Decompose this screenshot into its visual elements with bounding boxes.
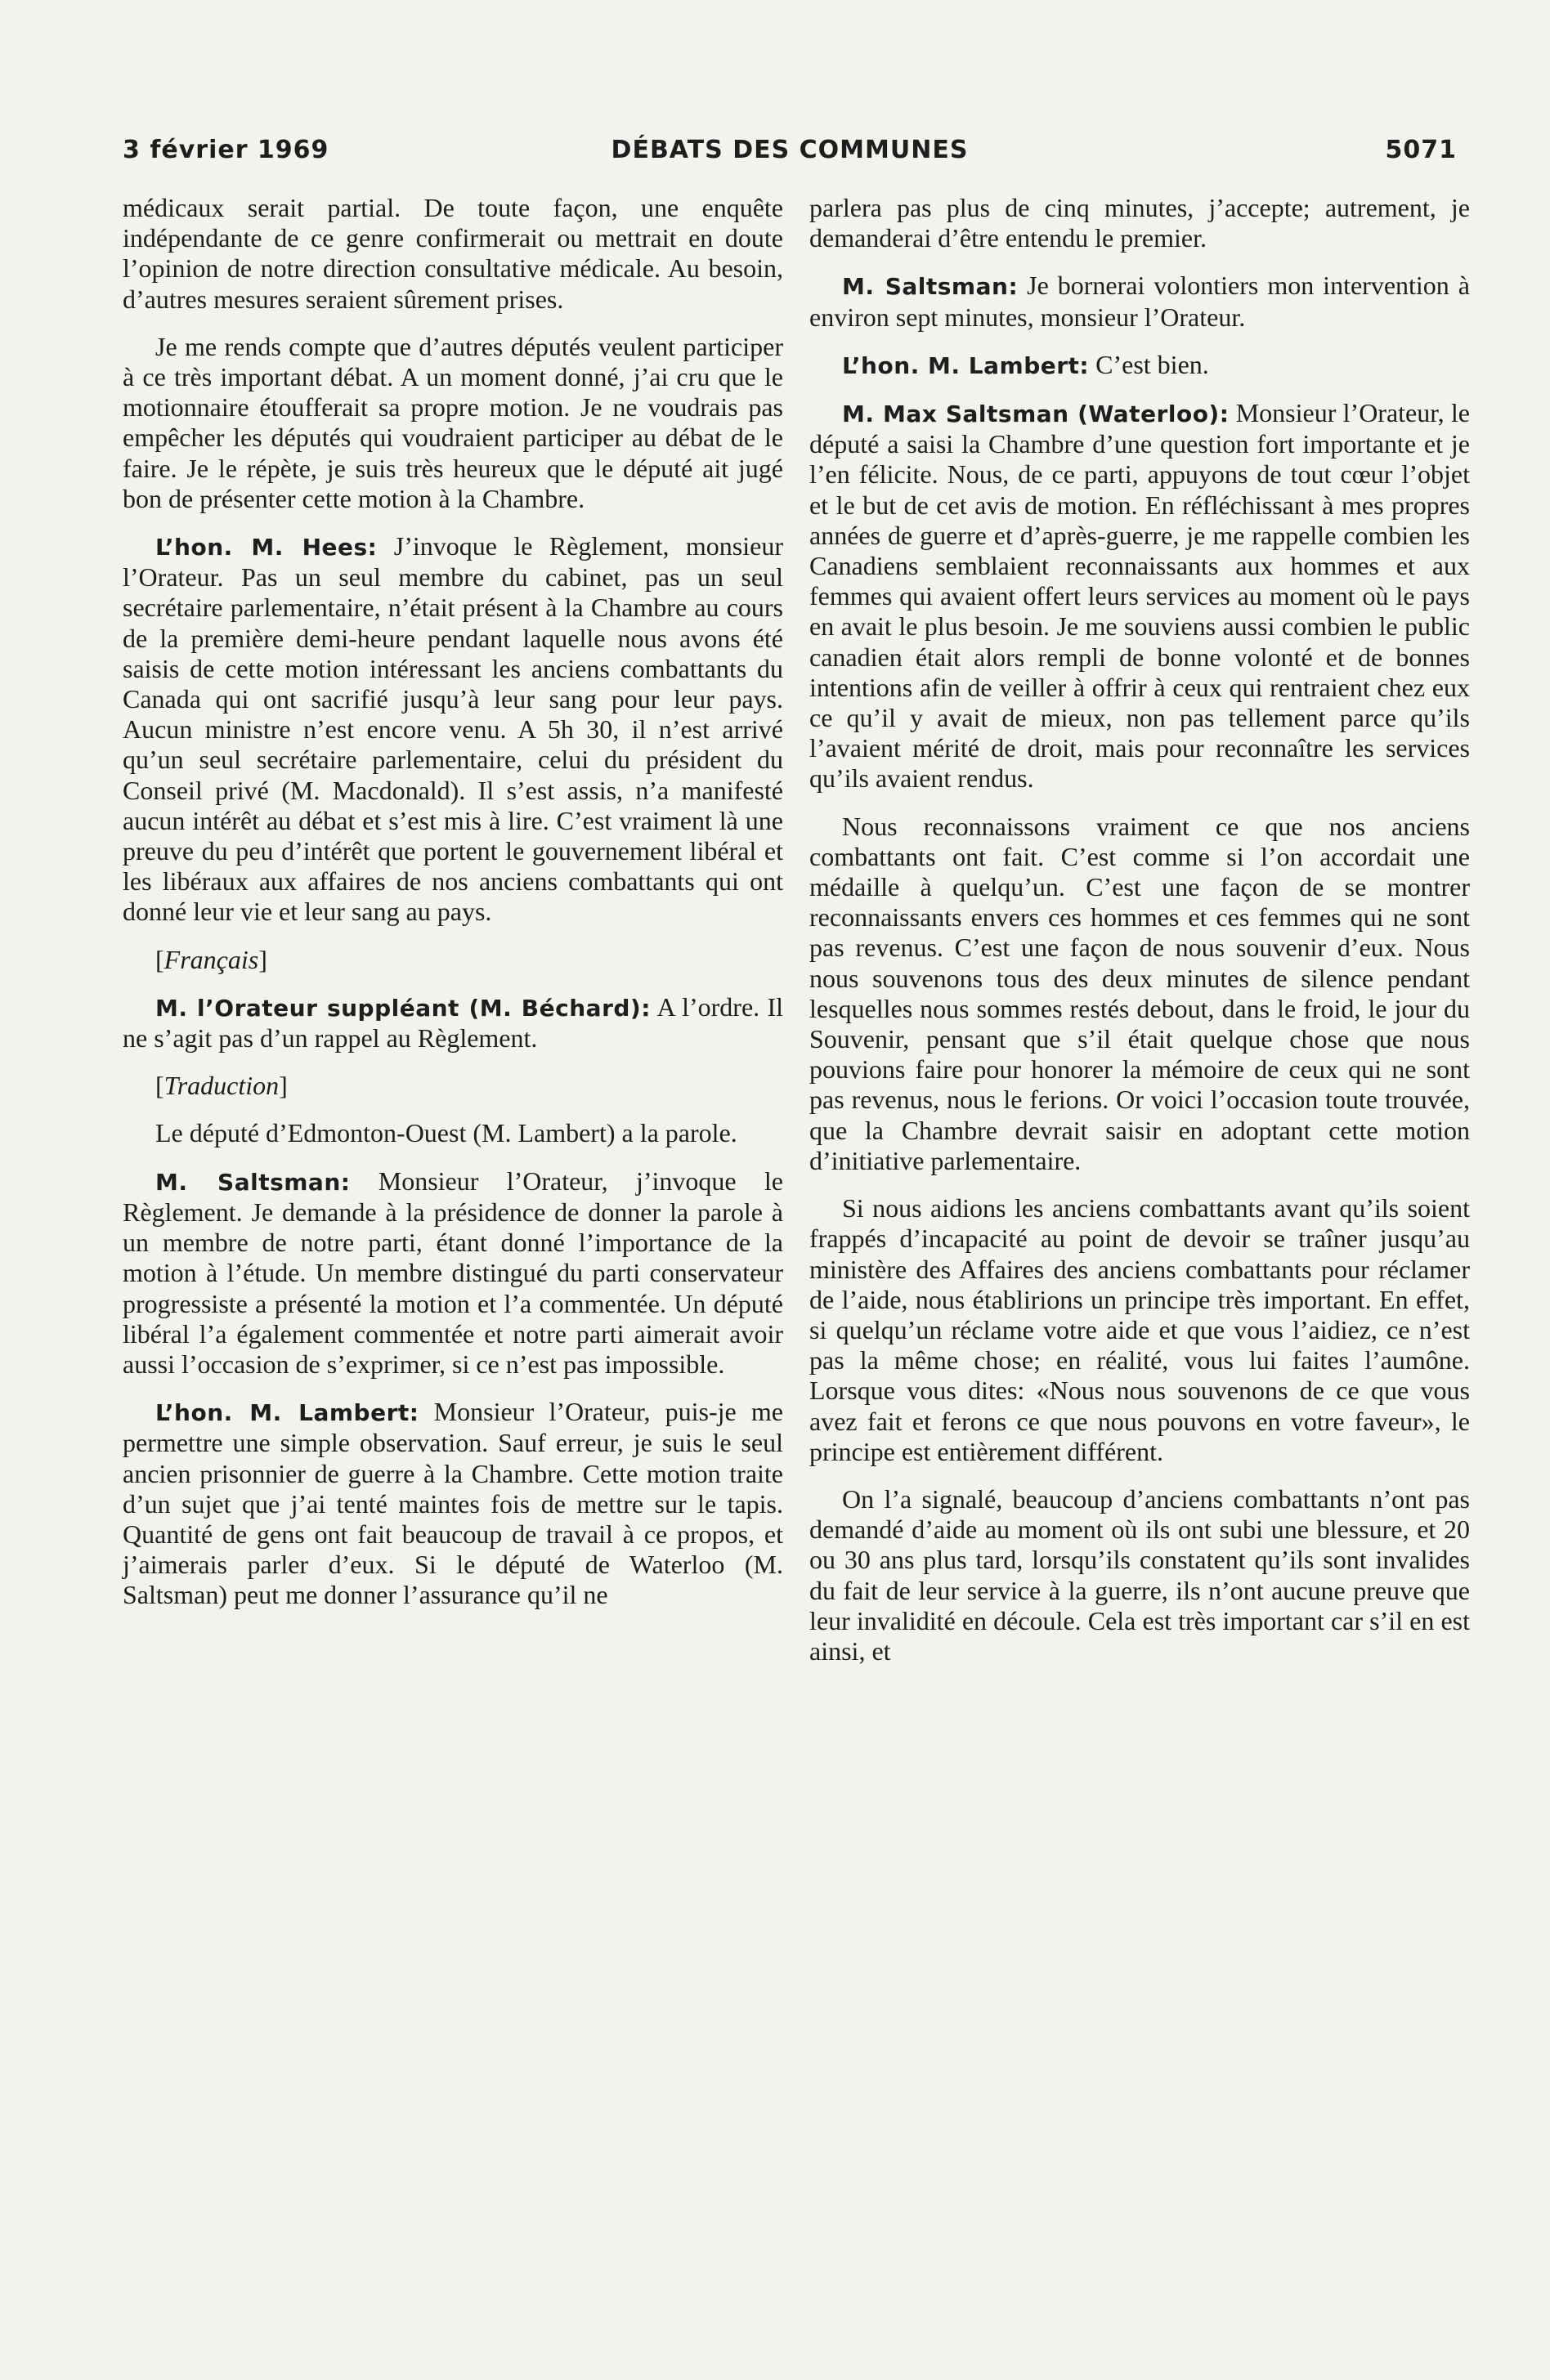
paragraph-text: Monsieur l’Orateur, puis-je me permettre une simple observation. Sauf erreur, je suis le seul ancien prisonnier de guerre à la Chambre. Cette motion traite d’un sujet que j’ai tenté maintes fois de mettre sur le tapis. Quantité de gens ont fait beaucoup de travail à ce propos, et j’aimerais parler d’eux. Si le député de Waterloo (M. Saltsman) peut me donner l’assurance qu’il ne <box>123 1397 784 1610</box>
paragraph-text: Monsieur l’Orateur, j’invoque le Règlement. Je demande à la présidence de donner la parole à un membre de notre parti, étant donné l’importance de la motion à l’étude. Un membre distingué du parti conservateur progressiste a présenté la motion et l’a commentée. Un député libéral l’a également commentée et notre parti aimerait avoir aussi l’occasion de s’exprimer, si ce n’est pas impossible. <box>123 1165 783 1379</box>
paragraph <box>809 1193 1470 1467</box>
paragraph <box>809 193 1470 253</box>
paragraph <box>809 812 1470 1176</box>
paragraph <box>123 992 783 1054</box>
paragraph-text: médicaux serait partial. De toute façon, une enquête indépendante de ce genre confirmerait ou mettrait en doute l’opinion de notre direction consultative médicale. Au besoin, d’autres mesures seraient sûrement prises. <box>123 193 783 314</box>
paragraph-text: A l’ordre. Il ne s’agit pas d’un rappel au Règlement. <box>123 991 783 1054</box>
paragraph-text: Le député d’Edmonton-Ouest (M. Lambert) a la parole. <box>155 1118 737 1148</box>
paragraph <box>123 1397 783 1610</box>
paragraph-text: Je bornerai volontiers mon intervention à environ sept minutes, monsieur l’Orateur. <box>809 271 1470 332</box>
header-title: DÉBATS DES COMMUNES <box>611 136 969 164</box>
language-label: Traduction <box>164 1071 280 1101</box>
paragraph <box>123 332 783 514</box>
speaker-name: L’hon. M. Lambert: <box>155 1399 419 1427</box>
paragraph <box>809 271 1470 332</box>
header-date: 3 février 1969 <box>123 136 329 164</box>
language-marker: [Français] <box>155 944 267 974</box>
language-marker: [Traduction] <box>155 1071 288 1101</box>
speaker-name: M. Saltsman: <box>155 1168 351 1196</box>
paragraph <box>123 193 783 315</box>
speaker-name: L’hon. M. Hees: <box>155 534 378 561</box>
paragraph <box>809 398 1470 794</box>
speaker-name: M. l’Orateur suppléant (M. Béchard): <box>155 994 651 1022</box>
paragraph-text: J’invoque le Règlement, monsieur l’Orateur. Pas un seul membre du cabinet, pas un seul secrétaire parlementaire, n’était présent à la Chambre au cours de la première demi-heure pendant laquelle nous avons été saisis de cette motion intéressant les anciens combattants du Canada qui ont sacrifié jusqu’à leur sang pour leur pays. Aucun ministre n’est encore venu. A 5h 30, il n’est arrivé qu’un seul secrétaire parlementaire, celui du président du Conseil privé (M. Macdonald). Il s’est assis, n’a manifesté aucun intérêt au débat et s’est mis à lire. C’est vraiment là une preuve du peu d’intérêt que portent le gouvernement libéral et les libéraux aux affaires de nos anciens combattants qui ont donné leur vie et leur sang au pays. <box>123 531 784 927</box>
paragraph <box>123 1118 783 1148</box>
paragraph-text: On l’a signalé, beaucoup d’anciens combattants n’ont pas demandé d’aide au moment où ils ont subi une blessure, et 20 ou 30 ans plus tard, lorsqu’ils constatent qu’ils sont invalides du fait de leur service à la guerre, ils n’ont aucune preuve que leur invalidité en découle. Cela est très important car s’il en est ainsi, et <box>809 1483 1470 1666</box>
paragraph-text: Nous reconnaissons vraiment ce que nos anciens combattants ont fait. C’est comme si l’on accordait une médaille à quelqu’un. C’est une façon de se montrer reconnaissants envers ces hommes et ces femmes qui ne sont pas revenus. C’est une façon de nous souvenir d’eux. Nous nous souvenons tous des deux minutes de silence pendant lesquelles nous sommes restés debout, dans le froid, le jour du Souvenir, pensant que s’il était quelque chose que nous pouvions faire pour honorer la mémoire de ceux qui ne sont pas revenus, nous le ferions. Or voici l’occasion toute trouvée, que la Chambre devrait saisir en adoptant cette motion d’initiative parlementaire. <box>809 811 1470 1175</box>
page-header <box>123 136 1457 175</box>
paragraph-text: parlera pas plus de cinq minutes, j’accepte; autrement, je demanderai d’être entendu le premier. <box>809 193 1470 253</box>
language-label: Français <box>164 944 259 974</box>
paragraph-text: C’est bien. <box>1095 349 1209 379</box>
left-column <box>123 193 783 1628</box>
speaker-name: M. Saltsman: <box>842 273 1019 301</box>
paragraph-text: Je me rends compte que d’autres députés veulent participer à ce très important débat. A un moment donné, j’ai cru que le motionnaire étoufferait sa propre motion. Je ne voudrais pas empêcher les députés qui voudraient participer au débat de le faire. Je le répète, je suis très heureux que le député ait jugé bon de présenter cette motion à la Chambre. <box>123 331 783 513</box>
speaker-name: M. Max Saltsman (Waterloo): <box>842 400 1230 428</box>
paragraph <box>809 1484 1470 1666</box>
paragraph <box>123 531 783 928</box>
header-page-number: 5071 <box>1385 136 1457 164</box>
speaker-name: L’hon. M. Lambert: <box>842 351 1090 379</box>
paragraph <box>809 350 1470 381</box>
paragraph-text: Si nous aidions les anciens combattants avant qu’ils soient frappés d’incapacité au point de devoir se traîner jusqu’au ministère des Affaires des anciens combattants pour réclamer de l’aide, nous établirions un principe très important. En effet, si quelqu’un réclame votre aide et que vous l’aidiez, ce n’est pas la même chose; en réalité, vous lui faites l’aumône. Lorsque vous dites: «Nous nous souvenons de ce que vous avez fait et ferons ce que nous pouvons en votre faveur», le principe est entièrement différent. <box>809 1193 1470 1466</box>
paragraph <box>123 1166 783 1380</box>
right-column <box>809 193 1470 1684</box>
paragraph-text: Monsieur l’Orateur, le député a saisi la Chambre d’une question fort importante et je l’en félicite. Nous, de ce parti, appuyons de tout cœur l’objet et le but de cet avis de motion. En réfléchissant à mes propres années de guerre et d’après-guerre, je me rappelle combien les Canadiens semblaient reconnaissants aux hommes et aux femmes qui avaient offert leurs services au moment où le pays en avait le plus besoin. Je me souviens aussi combien le public canadien était alors rempli de bonne volonté et de bonnes intentions afin de veiller à offrir à ceux qui rentraient chez eux ce qu’il y avait de mieux, non pas tellement parce qu’ils l’avaient mérité de droit, mais pour reconnaître les services qu’ils avaient rendus. <box>809 398 1471 794</box>
